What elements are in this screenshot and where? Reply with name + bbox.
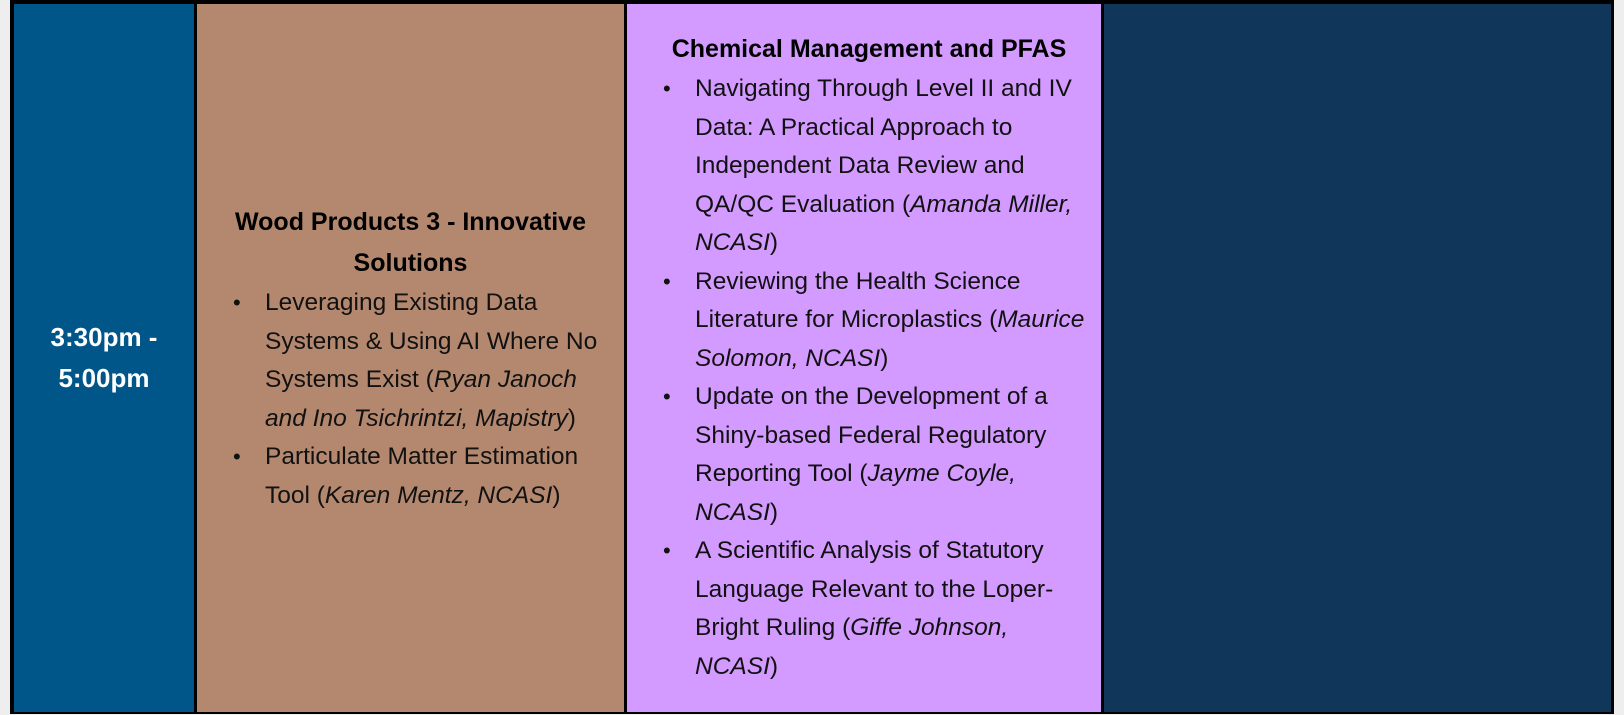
talk-list: [647, 70, 1091, 686]
talk-item: • A Scientific Analysis of Statutory Language Relevant to the Loper-Bright Ruling (Giffe Johnson, NCASI): [647, 532, 1091, 686]
chemical-management-session: [647, 29, 1091, 686]
wood-products-session-cell: [197, 4, 624, 712]
time-slot-start: 3:30pm -: [50, 322, 158, 352]
talk-title: Particulate Matter Estimation Tool: [265, 443, 579, 509]
talk-speaker: Karen Mentz, NCASI: [324, 481, 553, 509]
talk-list: [217, 284, 616, 515]
talk-title: Navigating Through Level II and IV Data: A Practical Approach to Independent Data Review and QA/QC Evaluation: [695, 75, 1072, 218]
bullet-icon: •: [663, 384, 671, 409]
talk-title: Update on the Development of a Shiny-based Federal Regulatory Reporting Tool: [695, 383, 1048, 487]
chemical-management-session-cell: [627, 4, 1101, 712]
talk-speaker: Maurice Solomon, NCASI: [695, 306, 1085, 372]
talk-item: • Update on the Development of a Shiny-based Federal Regulatory Reporting Tool (Jayme Coyle, NCASI): [647, 378, 1091, 532]
session-title: Chemical Management and PFAS: [671, 35, 1067, 63]
talk-item: • Particulate Matter Estimation Tool (Karen Mentz, NCASI): [217, 438, 616, 515]
talk-title: Leveraging Existing Data Systems & Using AI Where No Systems Exist: [265, 289, 598, 393]
time-slot-cell: [14, 4, 194, 712]
bullet-icon: •: [663, 76, 671, 101]
talk-item: • Leveraging Existing Data Systems & Using AI Where No Systems Exist (Ryan Janoch and Ino Tsichrintzi, Mapistry): [217, 284, 616, 438]
bullet-icon: •: [233, 290, 241, 315]
talk-item: • Navigating Through Level II and IV Data: A Practical Approach to Independent Data Review and QA/QC Evaluation (Amanda Miller, NCASI): [647, 70, 1091, 263]
bullet-icon: •: [663, 268, 671, 294]
talk-speaker: Jayme Coyle, NCASI: [695, 460, 1016, 526]
wood-products-session: [217, 202, 616, 515]
bullet-icon: •: [233, 444, 241, 469]
talk-speaker: Giffe Johnson, NCASI: [695, 614, 1009, 680]
schedule-row: [10, 0, 1614, 714]
talk-title: A Scientific Analysis of Statutory Language Relevant to the Loper-Bright Ruling: [695, 537, 1054, 641]
talk-speaker: Ryan Janoch and Ino Tsichrintzi, Mapistry: [265, 366, 577, 432]
time-slot-end: 5:00pm: [58, 363, 150, 393]
session-title: Wood Products 3 - Innovative Solutions: [235, 208, 586, 277]
empty-session-cell: [1104, 4, 1611, 712]
talk-item: • Reviewing the Health Science Literature for Microplastics (Maurice Solomon, NCASI): [647, 263, 1091, 379]
bullet-icon: •: [663, 538, 671, 563]
talk-title: Reviewing the Health Science Literature for Microplastics: [695, 267, 1021, 333]
talk-speaker: Amanda Miller, NCASI: [695, 190, 1073, 256]
time-slot: [14, 317, 194, 399]
